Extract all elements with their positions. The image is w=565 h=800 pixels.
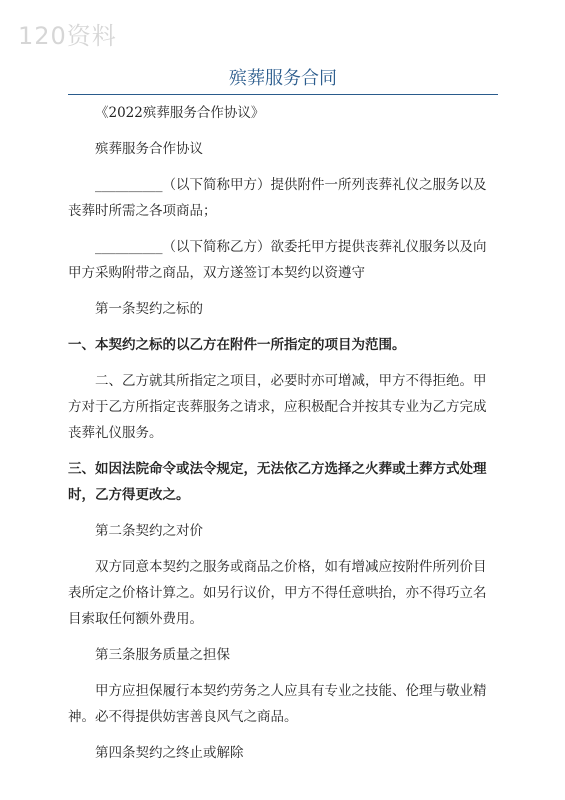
paragraph-party-b: __________（以下简称乙方）欲委托甲方提供丧葬礼仪服务以及向甲方采购附带之商品，双方遂签订本契约以资遵守	[68, 239, 487, 281]
section-heading-2: 第二条契约之对价	[95, 523, 203, 539]
clause-1-3: 三、如因法院命令或法令规定，无法依乙方选择之火葬或土葬方式处理时，乙方得更改之。	[68, 461, 487, 503]
paragraph-party-a: __________（以下简称甲方）提供附件一所列丧葬礼仪之服务以及丧葬时所需之各项商品；	[68, 177, 487, 219]
section-heading-4: 第四条契约之终止或解除	[95, 745, 244, 761]
document-body	[68, 100, 498, 766]
page-title: 殡葬服务合同	[68, 64, 498, 95]
clause-2: 双方同意本契约之服务或商品之价格，如有增减应按附件所列价目表所定之价格计算之。如另行议价，甲方不得任意哄抬，亦不得巧立名目索取任何额外费用。	[68, 559, 487, 627]
section-heading-1: 第一条契约之标的	[95, 301, 203, 317]
paragraph-agreement-subtitle: 殡葬服务合作协议	[95, 141, 203, 157]
section-heading-3: 第三条服务质量之担保	[95, 647, 230, 663]
paragraph-agreement-name: 《2022殡葬服务合作协议》	[95, 105, 265, 121]
clause-1-1: 一、本契约之标的以乙方在附件一所指定的项目为范围。	[68, 337, 406, 353]
watermark: 120资料	[18, 22, 117, 50]
clause-3: 甲方应担保履行本契约劳务之人应具有专业之技能、伦理与敬业精神。必不得提供妨害善良风气之商品。	[68, 683, 487, 725]
clause-1-2: 二、乙方就其所指定之项目，必要时亦可增减，甲方不得拒绝。甲方对于乙方所指定丧葬服务之请求，应积极配合并按其专业为乙方完成丧葬礼仪服务。	[68, 373, 487, 441]
